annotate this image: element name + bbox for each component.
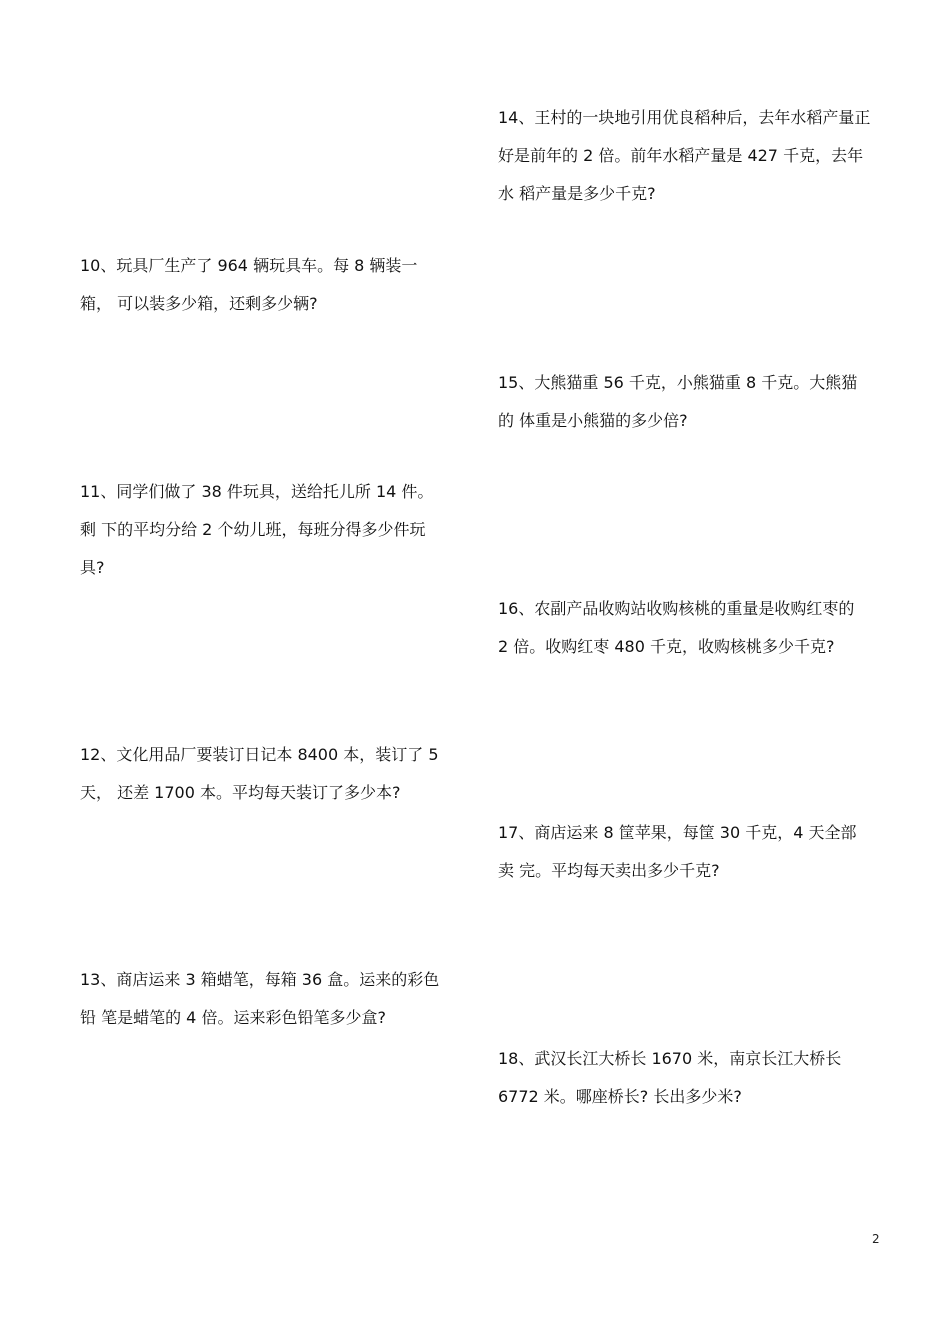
problem-13-line-2: 铅 笔是蜡笔的 4 倍。运来彩色铅笔多少盒? xyxy=(80,1008,386,1027)
problem-11-line-2: 剩 下的平均分给 2 个幼儿班，每班分得多少件玩 xyxy=(80,520,426,539)
problem-13-line-1: 13、商店运来 3 箱蜡笔，每箱 36 盒。运来的彩色 xyxy=(80,970,440,989)
problem-16-line-2: 2 倍。收购红枣 480 千克，收购核桃多少千克? xyxy=(498,637,835,656)
problem-14-line-1: 14、王村的一块地引用优良稻种后，去年水稻产量正 xyxy=(498,108,871,127)
problem-14-line-3: 水 稻产量是多少千克? xyxy=(498,184,656,203)
problem-18 xyxy=(498,1040,841,1116)
problem-11-line-1: 11、同学们做了 38 件玩具，送给托儿所 14 件。 xyxy=(80,482,434,501)
problem-13 xyxy=(80,961,439,1037)
problem-14 xyxy=(498,99,870,213)
problem-12-line-1: 12、文化用品厂要装订日记本 8400 本，装订了 5 xyxy=(80,745,439,764)
problem-15 xyxy=(498,364,857,440)
problem-15-line-1: 15、大熊猫重 56 千克，小熊猫重 8 千克。大熊猫 xyxy=(498,373,858,392)
problem-10-line-1: 10、玩具厂生产了 964 辆玩具车。每 8 辆装一 xyxy=(80,256,418,275)
page-number: 2 xyxy=(872,1232,880,1246)
problem-11-line-3: 具? xyxy=(80,558,105,577)
problem-10 xyxy=(80,247,417,323)
problem-11 xyxy=(80,473,433,587)
problem-18-line-2: 6772 米。哪座桥长? 长出多少米? xyxy=(498,1087,742,1106)
problem-12-line-2: 天， 还差 1700 本。平均每天装订了多少本? xyxy=(80,783,401,802)
problem-10-line-2: 箱， 可以装多少箱，还剩多少辆? xyxy=(80,294,318,313)
problem-17 xyxy=(498,814,857,890)
problem-17-line-2: 卖 完。平均每天卖出多少千克? xyxy=(498,861,720,880)
problem-14-line-2: 好是前年的 2 倍。前年水稻产量是 427 千克，去年 xyxy=(498,146,864,165)
problem-15-line-2: 的 体重是小熊猫的多少倍? xyxy=(498,411,688,430)
problem-16 xyxy=(498,590,854,666)
problem-18-line-1: 18、武汉长江大桥长 1670 米，南京长江大桥长 xyxy=(498,1049,842,1068)
problem-12 xyxy=(80,736,439,812)
problem-17-line-1: 17、商店运来 8 筐苹果，每筐 30 千克，4 天全部 xyxy=(498,823,857,842)
problem-16-line-1: 16、农副产品收购站收购核桃的重量是收购红枣的 xyxy=(498,599,855,618)
